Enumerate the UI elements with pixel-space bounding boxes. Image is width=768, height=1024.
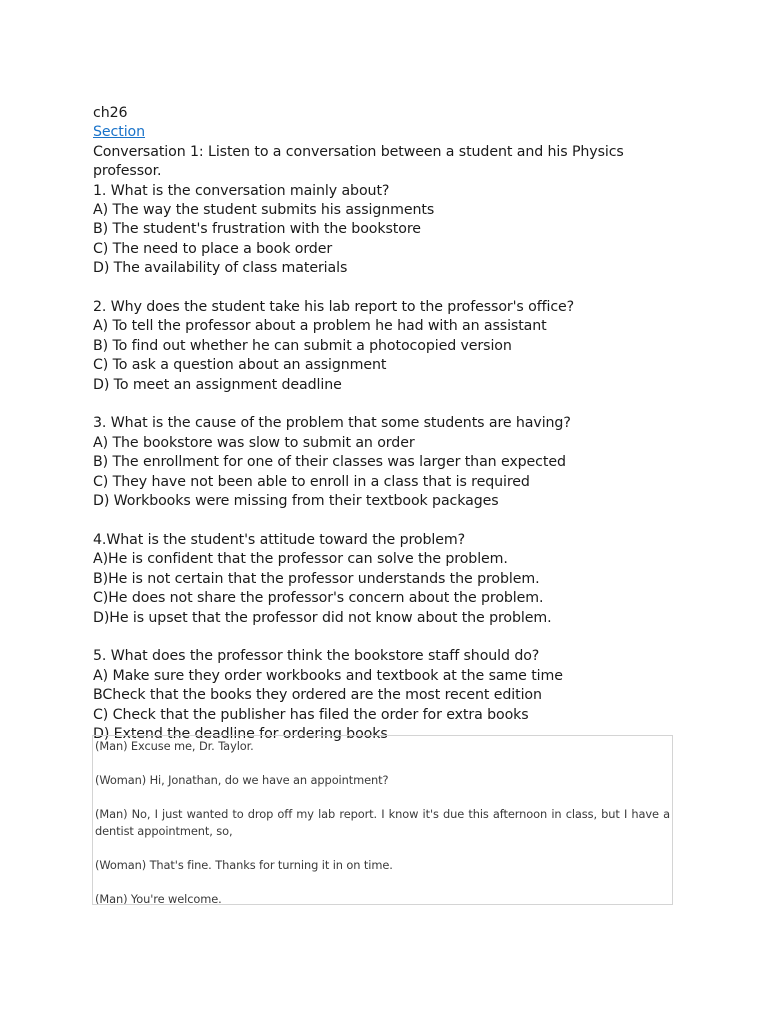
answer-option: B)He is not certain that the professor understands the problem. (93, 570, 540, 587)
answer-option: B) The enrollment for one of their classes was larger than expected (93, 454, 566, 471)
answer-option: D) Workbooks were missing from their textbook packages (93, 493, 499, 510)
answer-option: B) The student's frustration with the bookstore (93, 221, 421, 238)
answer-option: D) To meet an assignment deadline (93, 376, 342, 393)
answer-option: C) They have not been able to enroll in a class that is required (93, 473, 530, 490)
question-block-3 (93, 414, 683, 511)
answer-option: A) The way the student submits his assignments (93, 202, 435, 219)
answer-option: D) Extend the deadline for ordering books (93, 725, 388, 742)
transcript-line: (Man) You're welcome. (95, 892, 222, 905)
answer-option: C) To ask a question about an assignment (93, 357, 387, 374)
answer-option: A) Make sure they order workbooks and textbook at the same time (93, 667, 563, 684)
answer-option: BCheck that the books they ordered are the most recent edition (93, 687, 542, 704)
question-text: 5. What does the professor think the bookstore staff should do? (93, 648, 540, 665)
question-text: 2. Why does the student take his lab report to the professor's office? (93, 299, 575, 316)
intro-line-2: professor. (93, 163, 162, 180)
question-block-4 (93, 531, 683, 628)
question-text: 1. What is the conversation mainly about? (93, 182, 390, 199)
answer-option: A) The bookstore was slow to submit an order (93, 434, 415, 451)
question-block-5 (93, 647, 683, 744)
answer-option: D) The availability of class materials (93, 260, 348, 277)
transcript-line: (Woman) Hi, Jonathan, do we have an appointment? (95, 773, 389, 787)
question-text: 4.What is the student's attitude toward the problem? (93, 531, 466, 548)
question-block-1 (93, 182, 683, 279)
transcript-box (92, 735, 673, 905)
answer-option: B) To find out whether he can submit a photocopied version (93, 337, 512, 354)
answer-option: C)He does not share the professor's concern about the problem. (93, 590, 544, 607)
section-link[interactable]: Section (93, 124, 146, 141)
answer-option: D)He is upset that the professor did not know about the problem. (93, 609, 552, 626)
chapter-label: ch26 (93, 105, 128, 121)
answer-option: A)He is confident that the professor can solve the problem. (93, 551, 508, 568)
answer-option: C) The need to place a book order (93, 240, 333, 257)
document-body (93, 104, 683, 744)
answer-option: A) To tell the professor about a problem he had with an assistant (93, 318, 547, 335)
question-text: 3. What is the cause of the problem that some students are having? (93, 415, 571, 432)
question-block-2 (93, 298, 683, 395)
transcript-line: (Man) No, I just wanted to drop off my lab report. I know it's due this afternoon in class, but I have a dentist appointment, so, (95, 807, 670, 838)
transcript-line: (Woman) That's fine. Thanks for turning it in on time. (95, 858, 393, 872)
intro-line-1: Conversation 1: Listen to a conversation between a student and his Physics (93, 143, 624, 160)
answer-option: C) Check that the publisher has filed the order for extra books (93, 706, 529, 723)
transcript-line: (Man) Excuse me, Dr. Taylor. (95, 739, 254, 753)
